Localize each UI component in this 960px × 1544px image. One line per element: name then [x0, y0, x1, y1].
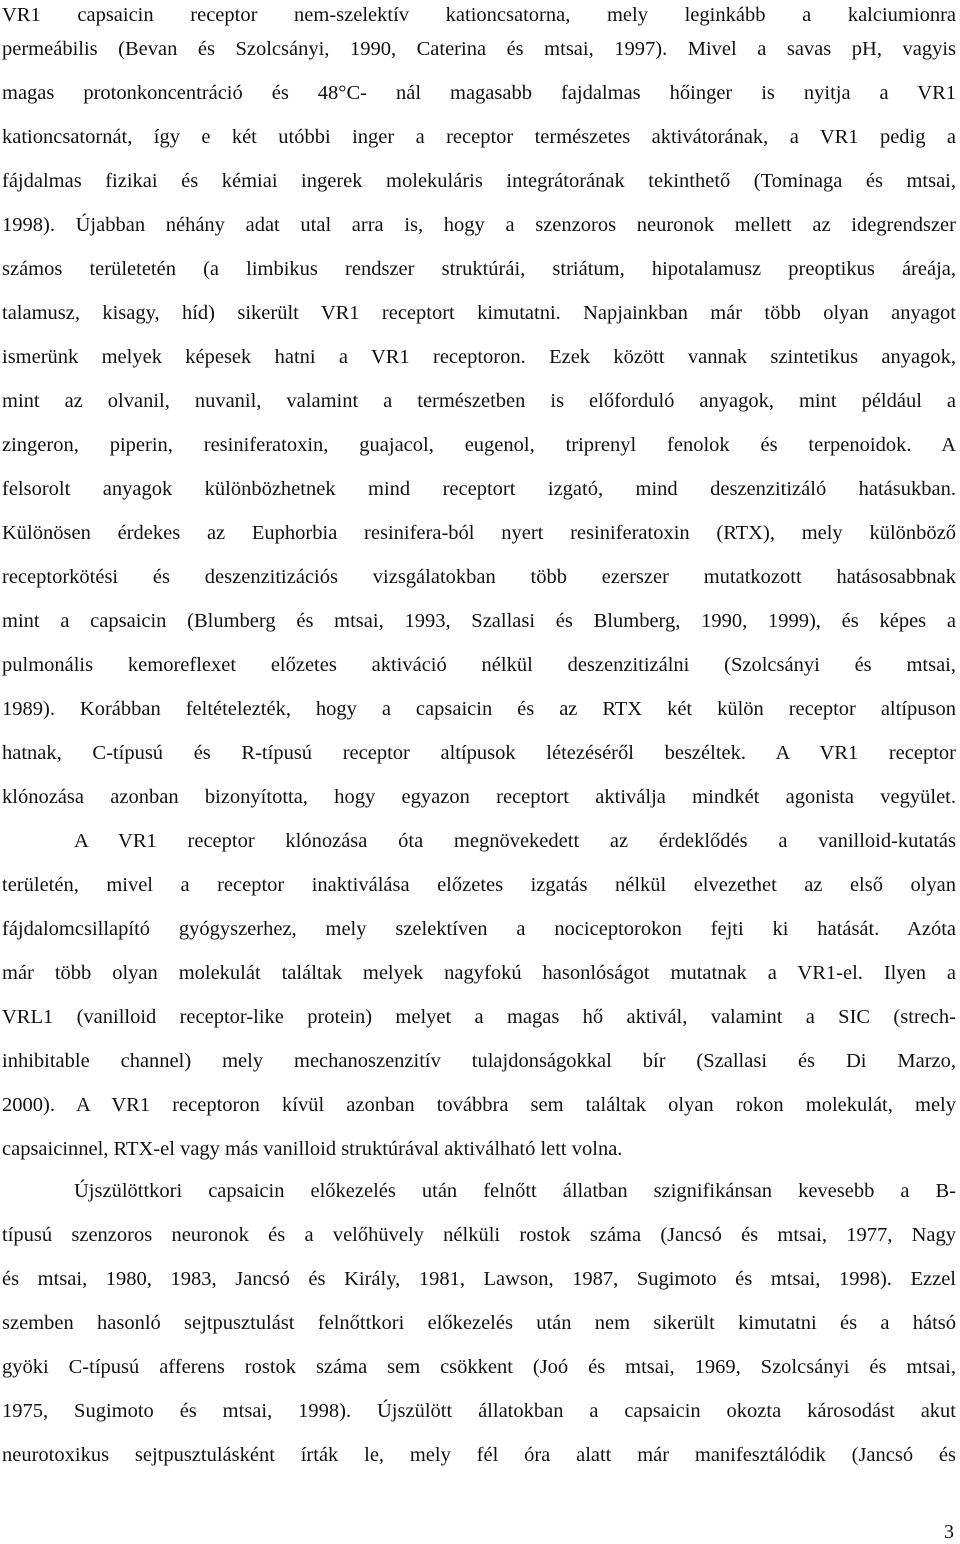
text-line: mint a capsaicin (Blumberg és mtsai, 1993, Szallasi és Blumberg, 1990, 1999), és képes a	[2, 610, 956, 632]
paragraph-first-line: A VR1 receptor klónozása óta megnövekedett az érdeklődés a vanilloid-kutatás	[74, 830, 956, 852]
text-line: magas protonkoncentráció és 48°C- nál magasabb fajdalmas hőinger is nyitja a VR1	[2, 82, 956, 104]
text-line: fájdalmas fizikai és kémiai ingerek molekuláris integrátorának tekinthető (Tominaga és mtsai,	[2, 170, 956, 192]
text-line: VR1 capsaicin receptor nem-szelektív kationcsatorna, mely leginkább a kalciumionra	[2, 4, 956, 26]
text-line: 1998). Újabban néhány adat utal arra is, hogy a szenzoros neuronok mellett az idegrendszer	[2, 214, 956, 236]
text-line: permeábilis (Bevan és Szolcsányi, 1990, Caterina és mtsai, 1997). Mivel a savas pH, vagyis	[2, 38, 956, 60]
text-line: klónozása azonban bizonyította, hogy egyazon receptort aktiválja mindkét agonista vegyület.	[2, 786, 956, 808]
text-line: neurotoxikus sejtpusztulásként írták le, mely fél óra alatt már manifesztálódik (Jancsó és	[2, 1444, 956, 1466]
text-line: mint az olvanil, nuvanil, valamint a természetben is előforduló anyagok, mint például a	[2, 390, 956, 412]
paragraph-last-line: capsaicinnel, RTX-el vagy más vanilloid struktúrával aktiválható lett volna.	[2, 1138, 623, 1160]
text-line: ismerünk melyek képesek hatni a VR1 receptoron. Ezek között vannak szintetikus anyagok,	[2, 346, 956, 368]
text-line: már több olyan molekulát találtak melyek nagyfokú hasonlóságot mutatnak a VR1-el. Ilyen a	[2, 962, 956, 984]
paragraph-first-line: Újszülöttkori capsaicin előkezelés után felnőtt állatban szignifikánsan kevesebb a B-	[74, 1180, 956, 1202]
text-line: típusú szenzoros neuronok és a velőhüvely nélküli rostok száma (Jancsó és mtsai, 1977, Nagy	[2, 1224, 956, 1246]
text-line: és mtsai, 1980, 1983, Jancsó és Király, 1981, Lawson, 1987, Sugimoto és mtsai, 1998). Ezzel	[2, 1268, 956, 1290]
page-number: 3	[944, 1521, 954, 1543]
text-line: kationcsatornát, így e két utóbbi inger a receptor természetes aktivátorának, a VR1 pedig a	[2, 126, 956, 148]
text-line: 1975, Sugimoto és mtsai, 1998). Újszülött állatokban a capsaicin okozta károsodást akut	[2, 1400, 956, 1422]
text-line: talamusz, kisagy, híd) sikerült VR1 receptort kimutatni. Napjainkban már több olyan anyagot	[2, 302, 956, 324]
text-line: gyöki C-típusú afferens rostok száma sem csökkent (Joó és mtsai, 1969, Szolcsányi és mtsai,	[2, 1356, 956, 1378]
text-line: felsorolt anyagok különbözhetnek mind receptort izgató, mind deszenzitizáló hatásukban.	[2, 478, 956, 500]
text-line: receptorkötési és deszenzitizációs vizsgálatokban több ezerszer mutatkozott hatásosabbnak	[2, 566, 956, 588]
text-line: pulmonális kemoreflexet előzetes aktiváció nélkül deszenzitizálni (Szolcsányi és mtsai,	[2, 654, 956, 676]
text-line: területén, mivel a receptor inaktiválása előzetes izgatás nélkül elvezethet az első olyan	[2, 874, 956, 896]
text-line: 2000). A VR1 receptoron kívül azonban továbbra sem találtak olyan rokon molekulát, mely	[2, 1094, 956, 1116]
text-line: fájdalomcsillapító gyógyszerhez, mely szelektíven a nociceptorokon fejti ki hatását. Azóta	[2, 918, 956, 940]
text-line: Különösen érdekes az Euphorbia resinifera-ból nyert resiniferatoxin (RTX), mely különböző	[2, 522, 956, 544]
text-line: számos területetén (a limbikus rendszer struktúrái, striátum, hipotalamusz preoptikus áreája,	[2, 258, 956, 280]
text-line: szemben hasonló sejtpusztulást felnőttkori előkezelés után nem sikerült kimutatni és a hátsó	[2, 1312, 956, 1334]
text-line: VRL1 (vanilloid receptor-like protein) melyet a magas hő aktivál, valamint a SIC (strech-	[2, 1006, 956, 1028]
text-line: inhibitable channel) mely mechanoszenzitív tulajdonságokkal bír (Szallasi és Di Marzo,	[2, 1050, 956, 1072]
text-line: hatnak, C-típusú és R-típusú receptor altípusok létezéséről beszéltek. A VR1 receptor	[2, 742, 956, 764]
text-line: 1989). Korábban feltételezték, hogy a capsaicin és az RTX két külön receptor altípuson	[2, 698, 956, 720]
text-line: zingeron, piperin, resiniferatoxin, guajacol, eugenol, triprenyl fenolok és terpenoidok. A	[2, 434, 956, 456]
